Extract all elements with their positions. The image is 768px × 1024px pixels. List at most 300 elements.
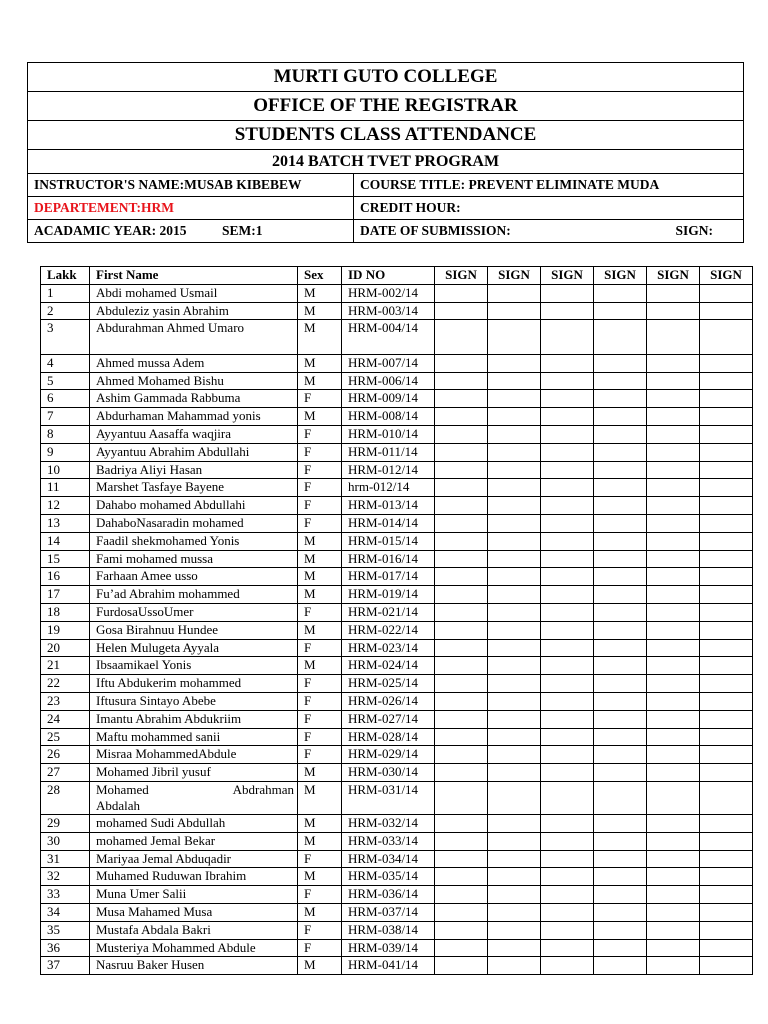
student-sex: F — [298, 710, 342, 728]
student-name: Musteriya Mohammed Abdule — [90, 939, 298, 957]
sign-cell[interactable] — [488, 904, 541, 922]
sign-cell[interactable] — [488, 426, 541, 444]
sign-cell[interactable] — [435, 904, 488, 922]
sign-cell[interactable] — [700, 550, 753, 568]
sign-cell[interactable] — [594, 657, 647, 675]
academic-year-cell — [28, 220, 354, 243]
sign-cell[interactable] — [435, 408, 488, 426]
col-sign-4: SIGN — [594, 267, 647, 285]
sign-cell[interactable] — [647, 939, 700, 957]
sign-cell[interactable] — [594, 426, 647, 444]
sign-cell[interactable] — [594, 372, 647, 390]
sign-cell[interactable] — [488, 586, 541, 604]
sign-cell[interactable] — [541, 568, 594, 586]
table-row — [41, 532, 753, 550]
sign-cell[interactable] — [700, 639, 753, 657]
sign-cell[interactable] — [594, 639, 647, 657]
sign-cell[interactable] — [594, 939, 647, 957]
sign-cell[interactable] — [488, 746, 541, 764]
sign-cell[interactable] — [594, 302, 647, 320]
sign-cell[interactable] — [541, 782, 594, 815]
sign-cell[interactable] — [435, 604, 488, 622]
sign-cell[interactable] — [594, 764, 647, 782]
sign-cell[interactable] — [594, 904, 647, 922]
student-id: HRM-003/14 — [342, 302, 435, 320]
sign-cell[interactable] — [700, 354, 753, 372]
sign-cell[interactable] — [700, 693, 753, 711]
student-name: Muhamed Ruduwan Ibrahim — [90, 868, 298, 886]
sign-cell[interactable] — [541, 390, 594, 408]
sign-cell[interactable] — [435, 693, 488, 711]
sign-cell[interactable] — [435, 568, 488, 586]
sign-cell[interactable] — [594, 675, 647, 693]
sign-cell[interactable] — [647, 746, 700, 764]
sign-cell[interactable] — [435, 957, 488, 975]
student-id: HRM-022/14 — [342, 621, 435, 639]
row-number: 33 — [41, 886, 90, 904]
sign-cell[interactable] — [435, 426, 488, 444]
sign-cell[interactable] — [435, 886, 488, 904]
sign-cell[interactable] — [594, 728, 647, 746]
sign-cell[interactable] — [488, 443, 541, 461]
student-sex: M — [298, 302, 342, 320]
course-title: COURSE TITLE: PREVENT ELIMINATE MUDA — [354, 174, 744, 197]
sign-cell[interactable] — [700, 390, 753, 408]
sign-cell[interactable] — [488, 372, 541, 390]
sign-cell[interactable] — [435, 586, 488, 604]
sign-cell[interactable] — [541, 639, 594, 657]
sign-cell[interactable] — [541, 354, 594, 372]
sign-cell[interactable] — [541, 746, 594, 764]
sign-cell[interactable] — [647, 621, 700, 639]
sign-cell[interactable] — [700, 921, 753, 939]
sign-cell[interactable] — [700, 939, 753, 957]
student-sex: F — [298, 675, 342, 693]
sign-cell[interactable] — [435, 532, 488, 550]
table-row — [41, 639, 753, 657]
sign-cell[interactable] — [647, 782, 700, 815]
table-row — [41, 461, 753, 479]
sign-cell[interactable] — [594, 746, 647, 764]
sign-cell[interactable] — [435, 302, 488, 320]
col-sign-2: SIGN — [488, 267, 541, 285]
student-id: hrm-012/14 — [342, 479, 435, 497]
sign-cell[interactable] — [647, 921, 700, 939]
student-id: HRM-033/14 — [342, 832, 435, 850]
sign-cell[interactable] — [647, 408, 700, 426]
sign-cell[interactable] — [594, 284, 647, 302]
sign-cell[interactable] — [541, 850, 594, 868]
sign-cell[interactable] — [647, 586, 700, 604]
sign-cell[interactable] — [488, 320, 541, 355]
sign-cell[interactable] — [488, 408, 541, 426]
col-sign-6: SIGN — [700, 267, 753, 285]
row-number: 7 — [41, 408, 90, 426]
student-name: Abdurahman Ahmed Umaro — [90, 320, 298, 355]
sign-cell[interactable] — [647, 302, 700, 320]
sign-cell[interactable] — [541, 939, 594, 957]
sign-cell[interactable] — [594, 850, 647, 868]
row-number: 3 — [41, 320, 90, 355]
sign-cell[interactable] — [488, 710, 541, 728]
sign-cell[interactable] — [541, 675, 594, 693]
sign-cell[interactable] — [541, 302, 594, 320]
table-row — [41, 284, 753, 302]
row-number: 21 — [41, 657, 90, 675]
sign-cell[interactable] — [700, 586, 753, 604]
sign-cell[interactable] — [488, 532, 541, 550]
sign-cell[interactable] — [700, 604, 753, 622]
sign-cell[interactable] — [594, 408, 647, 426]
sign-cell[interactable] — [700, 850, 753, 868]
sign-cell[interactable] — [647, 515, 700, 533]
sign-cell[interactable] — [541, 621, 594, 639]
row-number: 34 — [41, 904, 90, 922]
student-id: HRM-030/14 — [342, 764, 435, 782]
student-id: HRM-013/14 — [342, 497, 435, 515]
sign-cell[interactable] — [488, 815, 541, 833]
sign-cell[interactable] — [594, 515, 647, 533]
sign-cell[interactable] — [647, 284, 700, 302]
sign-cell[interactable] — [647, 815, 700, 833]
student-name: Iftusura Sintayo Abebe — [90, 693, 298, 711]
student-name: Ibsaamikael Yonis — [90, 657, 298, 675]
sign-cell[interactable] — [488, 354, 541, 372]
student-name: Iftu Abdukerim mohammed — [90, 675, 298, 693]
sign-cell[interactable] — [700, 515, 753, 533]
sign-cell[interactable] — [541, 657, 594, 675]
sign-cell[interactable] — [488, 728, 541, 746]
sign-cell[interactable] — [700, 443, 753, 461]
sign-cell[interactable] — [435, 515, 488, 533]
student-name: Faadil shekmohamed Yonis — [90, 532, 298, 550]
sign-cell[interactable] — [700, 479, 753, 497]
sign-cell[interactable] — [541, 728, 594, 746]
sign-cell[interactable] — [488, 302, 541, 320]
sign-cell[interactable] — [594, 532, 647, 550]
sign-cell[interactable] — [541, 886, 594, 904]
sign-cell[interactable] — [435, 479, 488, 497]
student-id: HRM-035/14 — [342, 868, 435, 886]
row-number: 25 — [41, 728, 90, 746]
sign-cell[interactable] — [647, 568, 700, 586]
row-number: 29 — [41, 815, 90, 833]
sign-cell[interactable] — [647, 604, 700, 622]
sign-cell[interactable] — [435, 815, 488, 833]
table-row — [41, 515, 753, 533]
sign-cell[interactable] — [594, 354, 647, 372]
table-row — [41, 904, 753, 922]
sign-cell[interactable] — [488, 693, 541, 711]
sign-cell[interactable] — [435, 550, 488, 568]
student-name: Fu’ad Abrahim mohammed — [90, 586, 298, 604]
sign-cell[interactable] — [594, 832, 647, 850]
sign-cell[interactable] — [594, 568, 647, 586]
sign-cell[interactable] — [700, 461, 753, 479]
sign-cell[interactable] — [700, 728, 753, 746]
sign-cell[interactable] — [435, 782, 488, 815]
sign-cell[interactable] — [700, 372, 753, 390]
sign-cell[interactable] — [541, 921, 594, 939]
student-name: Mariyaa Jemal Abduqadir — [90, 850, 298, 868]
sign-cell[interactable] — [700, 815, 753, 833]
sign-cell[interactable] — [488, 782, 541, 815]
sign-cell[interactable] — [594, 390, 647, 408]
sign-cell[interactable] — [647, 320, 700, 355]
sign-cell[interactable] — [435, 710, 488, 728]
sign-cell[interactable] — [594, 782, 647, 815]
student-sex: M — [298, 782, 342, 815]
table-row — [41, 832, 753, 850]
sign-cell[interactable] — [488, 868, 541, 886]
sign-cell[interactable] — [594, 957, 647, 975]
sign-cell[interactable] — [594, 479, 647, 497]
sign-cell[interactable] — [647, 532, 700, 550]
sign-cell[interactable] — [700, 957, 753, 975]
student-sex: F — [298, 390, 342, 408]
sign-cell[interactable] — [594, 550, 647, 568]
sign-cell[interactable] — [647, 354, 700, 372]
sign-cell[interactable] — [594, 497, 647, 515]
sign-cell[interactable] — [488, 939, 541, 957]
row-number: 36 — [41, 939, 90, 957]
student-id: HRM-023/14 — [342, 639, 435, 657]
sign-cell[interactable] — [541, 693, 594, 711]
student-sex: M — [298, 586, 342, 604]
sign-cell[interactable] — [594, 886, 647, 904]
sign-cell[interactable] — [488, 764, 541, 782]
sign-cell[interactable] — [435, 390, 488, 408]
sign-cell[interactable] — [435, 764, 488, 782]
sign-cell[interactable] — [700, 621, 753, 639]
name-part: Mohamed — [96, 782, 149, 798]
sign-cell[interactable] — [488, 639, 541, 657]
table-row — [41, 568, 753, 586]
sign-cell[interactable] — [488, 515, 541, 533]
student-id: HRM-012/14 — [342, 461, 435, 479]
sign-cell[interactable] — [435, 675, 488, 693]
sign-cell[interactable] — [541, 497, 594, 515]
sign-cell[interactable] — [700, 408, 753, 426]
sign-cell[interactable] — [700, 426, 753, 444]
sign-cell[interactable] — [541, 320, 594, 355]
sign-cell[interactable] — [541, 461, 594, 479]
sign-cell[interactable] — [647, 426, 700, 444]
sign-cell[interactable] — [435, 372, 488, 390]
sign-cell[interactable] — [541, 868, 594, 886]
sign-cell[interactable] — [541, 479, 594, 497]
student-id: HRM-025/14 — [342, 675, 435, 693]
sign-cell[interactable] — [435, 832, 488, 850]
sign-cell[interactable] — [488, 390, 541, 408]
sign-cell[interactable] — [700, 284, 753, 302]
sign-cell[interactable] — [700, 657, 753, 675]
sign-cell[interactable] — [488, 957, 541, 975]
sign-cell[interactable] — [700, 532, 753, 550]
student-name: Ashim Gammada Rabbuma — [90, 390, 298, 408]
sign-cell[interactable] — [435, 657, 488, 675]
sign-cell[interactable] — [647, 657, 700, 675]
sign-cell[interactable] — [488, 832, 541, 850]
header-table — [27, 62, 744, 243]
sign-cell[interactable] — [647, 728, 700, 746]
sign-cell[interactable] — [541, 408, 594, 426]
sign-cell[interactable] — [541, 586, 594, 604]
row-number: 12 — [41, 497, 90, 515]
sign-cell[interactable] — [435, 639, 488, 657]
student-sex: M — [298, 957, 342, 975]
sign-cell[interactable] — [700, 886, 753, 904]
sign-cell[interactable] — [488, 550, 541, 568]
student-id: HRM-041/14 — [342, 957, 435, 975]
sign-cell[interactable] — [435, 921, 488, 939]
sign-cell[interactable] — [435, 939, 488, 957]
sign-cell[interactable] — [488, 621, 541, 639]
sign-cell[interactable] — [435, 868, 488, 886]
program-name: 2014 BATCH TVET PROGRAM — [28, 150, 744, 174]
sign-cell[interactable] — [541, 515, 594, 533]
department: DEPARTEMENT:HRM — [28, 197, 354, 220]
header-row — [41, 267, 753, 285]
sign-cell[interactable] — [647, 479, 700, 497]
sign-cell[interactable] — [488, 568, 541, 586]
student-sex: F — [298, 728, 342, 746]
sign-cell[interactable] — [488, 675, 541, 693]
student-name: Muna Umer Salii — [90, 886, 298, 904]
sign-cell[interactable] — [435, 850, 488, 868]
sign-cell[interactable] — [700, 710, 753, 728]
row-number: 30 — [41, 832, 90, 850]
sign-cell[interactable] — [435, 746, 488, 764]
student-id: HRM-002/14 — [342, 284, 435, 302]
student-name: Maftu mohammed sanii — [90, 728, 298, 746]
sign-cell[interactable] — [488, 604, 541, 622]
sign-cell[interactable] — [435, 284, 488, 302]
sign-cell[interactable] — [647, 764, 700, 782]
student-id: HRM-036/14 — [342, 886, 435, 904]
student-name: mohamed Sudi Abdullah — [90, 815, 298, 833]
student-name: Fami mohamed mussa — [90, 550, 298, 568]
col-id: ID NO — [342, 267, 435, 285]
sign-cell[interactable] — [647, 886, 700, 904]
sign-cell[interactable] — [541, 532, 594, 550]
sign-cell[interactable] — [647, 372, 700, 390]
student-name: Abduleziz yasin Abrahim — [90, 302, 298, 320]
sign-cell[interactable] — [700, 302, 753, 320]
student-sex: M — [298, 832, 342, 850]
student-sex: M — [298, 408, 342, 426]
sign-cell[interactable] — [594, 693, 647, 711]
sign-cell[interactable] — [700, 904, 753, 922]
sign-cell[interactable] — [594, 443, 647, 461]
sign-cell[interactable] — [435, 461, 488, 479]
sign-cell[interactable] — [647, 710, 700, 728]
row-number: 2 — [41, 302, 90, 320]
sign-cell[interactable] — [541, 443, 594, 461]
sign-cell[interactable] — [700, 746, 753, 764]
sign-cell[interactable] — [700, 764, 753, 782]
sign-cell[interactable] — [435, 728, 488, 746]
sign-cell[interactable] — [435, 320, 488, 355]
sign-cell[interactable] — [594, 461, 647, 479]
sign-cell[interactable] — [700, 497, 753, 515]
sign-cell[interactable] — [435, 354, 488, 372]
sign-cell[interactable] — [594, 320, 647, 355]
sign-cell[interactable] — [541, 372, 594, 390]
sign-cell[interactable] — [594, 921, 647, 939]
sign-cell[interactable] — [541, 957, 594, 975]
sign-cell[interactable] — [488, 886, 541, 904]
sign-cell[interactable] — [488, 657, 541, 675]
sign-cell[interactable] — [647, 693, 700, 711]
sign-cell[interactable] — [700, 782, 753, 815]
sign-cell[interactable] — [647, 639, 700, 657]
sign-cell[interactable] — [647, 497, 700, 515]
student-name: Ayyantuu Abrahim Abdullahi — [90, 443, 298, 461]
sign-cell[interactable] — [541, 832, 594, 850]
sign-cell[interactable] — [541, 284, 594, 302]
sign-cell[interactable] — [435, 443, 488, 461]
sign-cell[interactable] — [488, 497, 541, 515]
sign-cell[interactable] — [435, 621, 488, 639]
sign-cell[interactable] — [541, 710, 594, 728]
sign-cell[interactable] — [647, 957, 700, 975]
sign-cell[interactable] — [541, 550, 594, 568]
sign-cell[interactable] — [647, 443, 700, 461]
sign-cell[interactable] — [594, 710, 647, 728]
row-number: 8 — [41, 426, 90, 444]
sign-cell[interactable] — [594, 586, 647, 604]
sign-cell[interactable] — [647, 675, 700, 693]
sign-cell[interactable] — [541, 904, 594, 922]
sign-cell[interactable] — [700, 675, 753, 693]
sign-cell[interactable] — [594, 815, 647, 833]
sign-cell[interactable] — [700, 832, 753, 850]
sign-cell[interactable] — [647, 832, 700, 850]
sign-cell[interactable] — [700, 320, 753, 355]
sign-cell[interactable] — [647, 390, 700, 408]
col-sign-3: SIGN — [541, 267, 594, 285]
student-name: Abdurhaman Mahammad yonis — [90, 408, 298, 426]
sign-cell[interactable] — [435, 497, 488, 515]
sign-cell[interactable] — [647, 850, 700, 868]
sign-cell[interactable] — [594, 621, 647, 639]
student-id: HRM-014/14 — [342, 515, 435, 533]
row-number: 27 — [41, 764, 90, 782]
sign-cell[interactable] — [541, 815, 594, 833]
sign-cell[interactable] — [541, 426, 594, 444]
sign-cell[interactable] — [594, 604, 647, 622]
sign-cell[interactable] — [488, 284, 541, 302]
sign-cell[interactable] — [488, 850, 541, 868]
sign-cell[interactable] — [488, 921, 541, 939]
sign-cell[interactable] — [647, 461, 700, 479]
student-id: HRM-010/14 — [342, 426, 435, 444]
sign-cell[interactable] — [647, 904, 700, 922]
sign-cell[interactable] — [488, 461, 541, 479]
sign-cell[interactable] — [647, 868, 700, 886]
student-sex: F — [298, 850, 342, 868]
attendance-rows — [41, 284, 753, 974]
sign-cell[interactable] — [488, 479, 541, 497]
sign-cell[interactable] — [700, 568, 753, 586]
sign-cell[interactable] — [541, 764, 594, 782]
student-sex: M — [298, 354, 342, 372]
sign-cell[interactable] — [541, 604, 594, 622]
sign-cell[interactable] — [647, 550, 700, 568]
sign-cell[interactable] — [700, 868, 753, 886]
sign-cell[interactable] — [594, 868, 647, 886]
